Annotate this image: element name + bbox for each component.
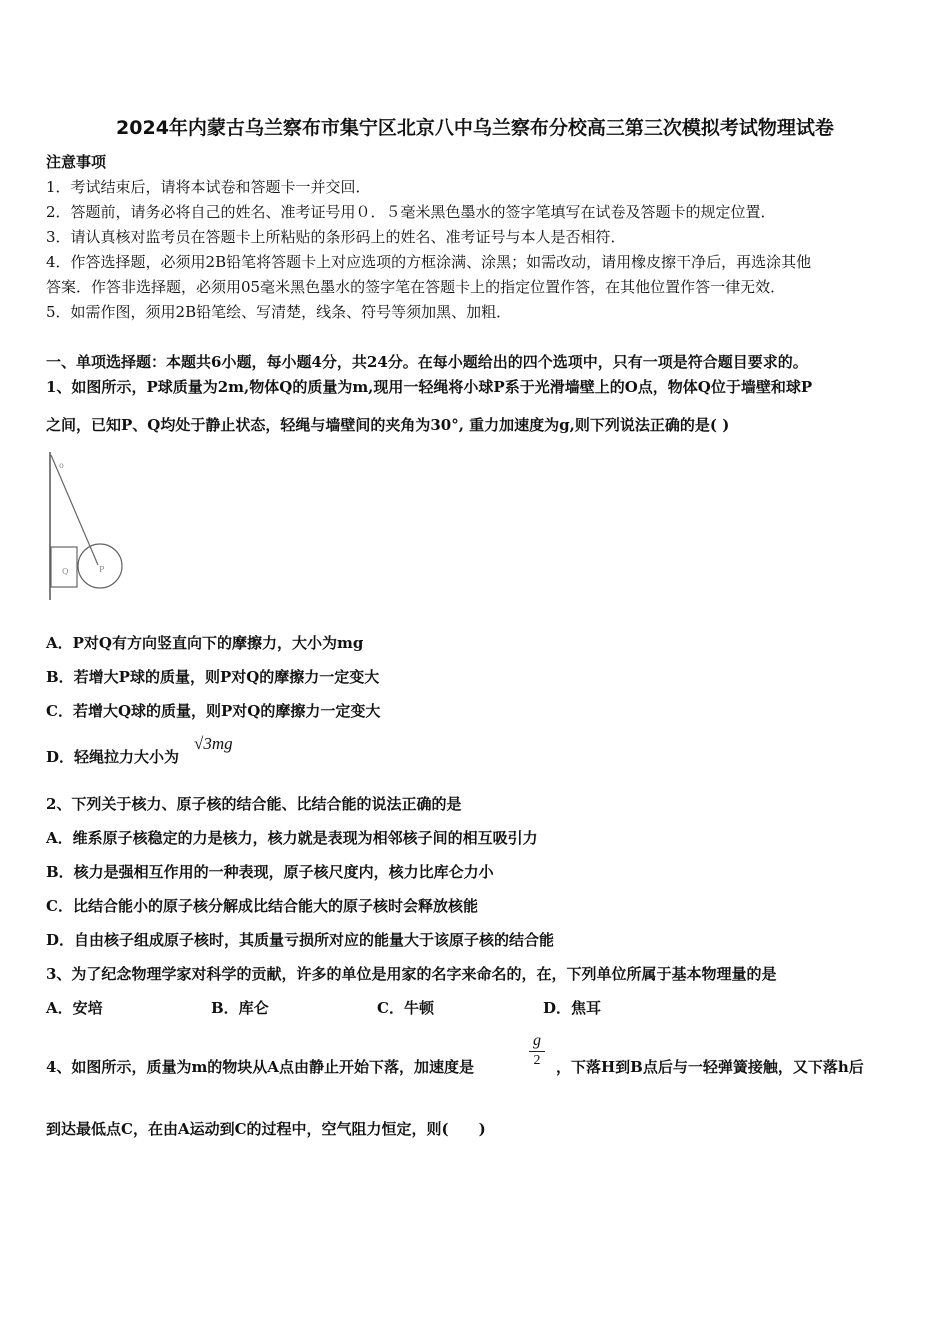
notice-item: 2．答题前，请务必将自己的姓名、准考证号用０．５毫米黑色墨水的签字笔填写在试卷及答题卡的规定位置． <box>46 203 776 221</box>
notice-item: 5．如需作图，须用2B铅笔绘、写清楚，线条、符号等须加黑、加粗． <box>46 303 512 321</box>
q4-stem-line1b: ，下落H到B点后与一轻弹簧接触，又下落h后 <box>556 1058 864 1076</box>
rope-line <box>51 455 98 565</box>
q1-option-b: B．若增大P球的质量，则P对Q的摩擦力一定变大 <box>46 668 380 686</box>
q3-option-a: A．安培 <box>46 999 103 1017</box>
q3-option-b: B．库仑 <box>211 999 269 1017</box>
q4-stem-line1a: 4、如图所示，质量为m的物块从A点由静止开始下落，加速度是 <box>46 1058 474 1076</box>
notice-heading: 注意事项 <box>46 153 107 171</box>
q3-stem: 3、为了纪念物理学家对科学的贡献，许多的单位是用家的名字来命名的，在，下列单位所属于基本物理量的是 <box>46 965 777 983</box>
q1-option-a: A．P对Q有方向竖直向下的摩擦力，大小为mg <box>46 634 364 652</box>
label-o: o <box>59 461 64 470</box>
notice-item: 1．考试结束后，请将本试卷和答题卡一并交回． <box>46 178 371 196</box>
q1-option-d-math: √3mg <box>194 734 233 753</box>
q4-fraction-num: g <box>533 1032 541 1049</box>
notice-item: 4．作答选择题，必须用2B铅笔将答题卡上对应选项的方框涂满、涂黑；如需改动，请用橡皮擦干净后，再选涂其他 <box>46 253 812 271</box>
q2-option-d: D．自由核子组成原子核时，其质量亏损所对应的能量大于该原子核的结合能 <box>46 931 555 949</box>
q1-stem-line1: 1、如图所示，P球质量为2m,物体Q的质量为m,现用一轻绳将小球P系于光滑墙壁上的O点，物体Q位于墙壁和球P <box>46 378 813 396</box>
q3-option-c: C．牛顿 <box>377 999 434 1017</box>
q4-fraction-den: 2 <box>533 1053 541 1068</box>
notice-item: 答案．作答非选择题，必须用05毫米黑色墨水的签字笔在答题卡上的指定位置作答，在其他位置作答一律无效． <box>46 278 786 296</box>
q4-stem-line2: 到达最低点C，在由A运动到C的过程中，空气阻力恒定，则( ) <box>46 1120 486 1138</box>
q1-option-c: C．若增大Q球的质量，则P对Q的摩擦力一定变大 <box>46 702 381 720</box>
q3-option-d: D．焦耳 <box>543 999 602 1017</box>
label-q: Q <box>62 567 69 576</box>
q2-option-b: B．核力是强相互作用的一种表现，原子核尺度内，核力比库仑力小 <box>46 863 494 881</box>
q4-fraction <box>527 1032 547 1070</box>
q2-option-c: C．比结合能小的原子核分解成比结合能大的原子核时会释放核能 <box>46 897 478 915</box>
exam-title: 2024年内蒙古乌兰察布市集宁区北京八中乌兰察布分校高三第三次模拟考试物理试卷 <box>116 117 834 139</box>
q2-stem: 2、下列关于核力、原子核的结合能、比结合能的说法正确的是 <box>46 795 462 813</box>
q1-stem-line2: 之间，已知P、Q均处于静止状态，轻绳与墙壁间的夹角为30°, 重力加速度为g,则下列说法正确的是( ) <box>46 416 730 434</box>
label-p: P <box>99 565 105 574</box>
q2-option-a: A．维系原子核稳定的力是核力，核力就是表现为相邻核子间的相互吸引力 <box>46 829 538 847</box>
q1-option-d: D．轻绳拉力大小为 <box>46 748 180 766</box>
q1-figure <box>42 450 132 605</box>
notice-item: 3．请认真核对监考员在答题卡上所粘贴的条形码上的姓名、准考证号与本人是否相符． <box>46 228 626 246</box>
section-heading: 一、单项选择题：本题共6小题，每小题4分，共24分。在每小题给出的四个选项中，只有一项是符合题目要求的。 <box>46 353 808 371</box>
